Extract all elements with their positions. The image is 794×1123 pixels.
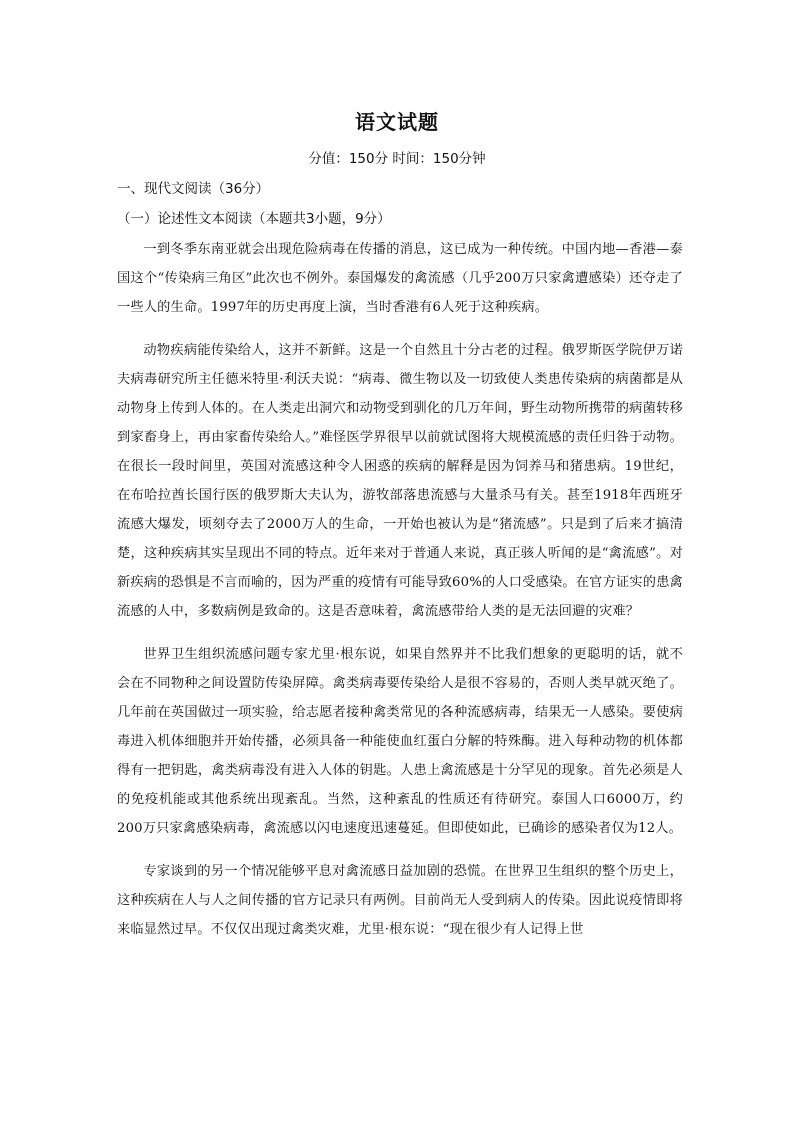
passage-paragraph: 一到冬季东南亚就会出现危险病毒在传播的消息，这已成为一种传统。中国内地—香港—泰国这个“传染病三角区”此次也不例外。泰国爆发的禽流感（几乎200万只家禽遭感染）还夺走了一些人的生命。1997年的历史再度上演，当时香港有6人死于这种疾病。 bbox=[117, 242, 683, 315]
passage-paragraph: 世界卫生组织流感问题专家尤里·根东说，如果自然界并不比我们想象的更聪明的话，就不会在不同物种之间设置防传染屏障。禽类病毒要传染给人是很不容易的，否则人类早就灭绝了。几年前在英国做过一项实验，给志愿者接种禽类常见的各种流感病毒，结果无一人感染。要使病毒进入机体细胞并开始传播，必须具备一种能使血红蛋白分解的特殊酶。进入每种动物的机体都得有一把钥匙，禽类病毒没有进入人体的钥匙。人患上禽流感是十分罕见的现象。首先必须是人的免疫机能或其他系统出现紊乱。当然，这种紊乱的性质还有待研究。泰国人口6000万，约200万只家禽感染病毒，禽流感以闪电速度迅速蔓延。但即使如此，已确诊的感染者仅为12人。 bbox=[117, 647, 683, 836]
exam-meta: 分值：150分 时间：150分钟 bbox=[308, 151, 486, 167]
section-heading-modern-reading: 一、现代文阅读（36分） bbox=[117, 181, 270, 197]
passage-paragraph: 专家谈到的另一个情况能够平息对禽流感日益加剧的恐慌。在世界卫生组织的整个历史上，这种疾病在人与人之间传播的官方记录只有两例。目前尚无人受到病人的传染。因此说疫情即将来临显然过早。不仅仅出现过禽类灾难，尤里·根东说：“现在很少有人记得上世 bbox=[117, 864, 683, 937]
passage-body bbox=[117, 235, 683, 944]
passage-paragraph: 动物疾病能传染给人，这并不新鲜。这是一个自然且十分古老的过程。俄罗斯医学院伊万诺夫病毒研究所主任德米特里·利沃夫说：“病毒、微生物以及一切致使人类患传染病的病菌都是从动物身上传到人体的。在人类走出洞穴和动物受到驯化的几万年间，野生动物所携带的病菌转移到家畜身上，再由家畜传染给人。”难怪医学界很早以前就试图将大规模流感的责任归咎于动物。在很长一段时间里，英国对流感这种令人困惑的疾病的解释是因为饲养马和猪患病。19世纪，在布哈拉酋长国行医的俄罗斯大夫认为，游牧部落患流感与大量杀马有关。甚至1918年西班牙流感大爆发，顷刻夺去了2000万人的生命，一开始也被认为是“猪流感”。只是到了后来才搞清楚，这种疾病其实呈现出不同的特点。近年来对于普通人来说，真正骇人听闻的是“禽流感”。对新疾病的恐惧是不言而喻的，因为严重的疫情有可能导致60%的人口受感染。在官方证实的患禽流感的人中，多数病例是致命的。这是否意味着，禽流感带给人类的是无法回避的灾难？ bbox=[117, 343, 683, 619]
subsection-heading-argumentative-reading: （一）论述性文本阅读（本题共3小题，9分） bbox=[117, 211, 391, 227]
page-title: 语文试题 bbox=[355, 110, 439, 134]
